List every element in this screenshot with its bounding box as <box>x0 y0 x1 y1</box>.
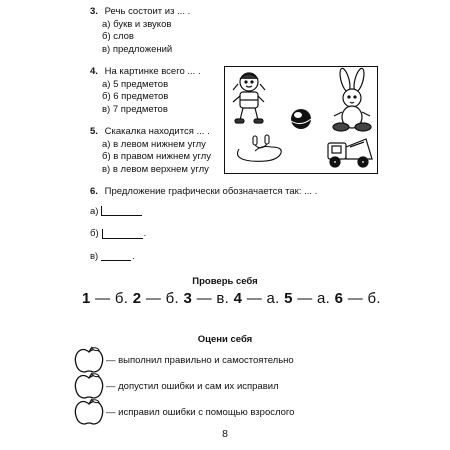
apple-icon <box>74 398 104 426</box>
answer-letter: б. <box>367 290 381 307</box>
doll-icon <box>233 73 265 123</box>
option: в) 7 предметов <box>102 103 168 115</box>
option: а) букв и звуков <box>102 18 172 30</box>
option: б) 6 предметов <box>102 91 169 102</box>
option-label: б) <box>90 228 99 239</box>
answer-number: 5 <box>284 290 293 307</box>
option-label: а) <box>90 205 99 217</box>
self-eval-heading: Оцени себя <box>197 334 253 345</box>
option: в) в левом верхнем углу <box>102 163 209 175</box>
sentence-scheme-c <box>101 260 131 261</box>
sentence-scheme-a-line <box>128 215 142 216</box>
apple-icon <box>74 372 104 400</box>
question-text: Предложение графически обозначается так: ... . <box>104 186 318 197</box>
option-a <box>90 206 317 219</box>
question-3 <box>90 6 190 56</box>
option: в) предложений <box>102 43 173 55</box>
jump-rope-icon <box>238 135 282 161</box>
option-c <box>90 251 317 264</box>
period: . <box>143 228 147 239</box>
dash: — <box>145 290 162 307</box>
dash: — <box>246 290 263 307</box>
dash: — <box>196 290 212 307</box>
answer-number: 4 <box>233 290 243 307</box>
sentence-scheme-b-line <box>129 238 143 239</box>
self-eval-item <box>74 372 279 400</box>
question-number: 4. <box>90 66 98 77</box>
self-eval-text: — допустил ошибки и сам их исправил <box>106 380 279 392</box>
option-label: в) <box>90 250 99 262</box>
dash: — <box>347 290 364 307</box>
self-eval-text: — исправил ошибки с помощью взрослого <box>106 406 295 418</box>
period: . <box>132 250 135 262</box>
option: а) 5 предметов <box>102 78 169 90</box>
answer-letter: б. <box>114 290 129 307</box>
dash: — <box>297 290 313 307</box>
option: б) слов <box>102 31 134 42</box>
dash: — <box>95 290 111 307</box>
question-text: Речь состоит из ... . <box>104 6 191 17</box>
question-number: 6. <box>90 186 98 197</box>
option: а) в левом нижнем углу <box>102 138 206 150</box>
question-number: 5. <box>90 126 98 137</box>
question-6 <box>90 186 317 263</box>
question-5 <box>90 126 211 176</box>
question-text: На картинке всего ... . <box>104 66 201 77</box>
question-text: Скакалка находится ... . <box>104 126 210 137</box>
answer-number: 6 <box>334 290 344 307</box>
self-eval-text: — выполнил правильно и самостоятельно <box>106 354 294 366</box>
sentence-scheme-b <box>102 229 129 239</box>
self-eval-item <box>74 346 294 374</box>
self-eval-item <box>74 398 294 426</box>
answer-letter: а. <box>317 290 331 307</box>
answer-key <box>82 290 381 307</box>
answer-letter: б. <box>165 290 179 307</box>
page-number: 8 <box>222 428 228 440</box>
check-heading: Проверь себя <box>192 276 258 287</box>
answer-number: 3 <box>183 290 193 307</box>
question-number: 3. <box>90 6 98 17</box>
toys-picture <box>224 66 378 174</box>
question-4 <box>90 66 201 116</box>
apple-icon <box>74 346 104 374</box>
ball-icon <box>291 109 311 129</box>
answer-letter: в. <box>216 290 230 307</box>
option: б) в правом нижнем углу <box>102 151 211 162</box>
toy-truck-icon <box>328 139 372 167</box>
option-b <box>90 228 317 241</box>
answer-number: 2 <box>132 290 142 307</box>
rabbit-icon <box>333 67 371 131</box>
answer-number: 1 <box>82 290 91 307</box>
answer-letter: а. <box>266 290 280 307</box>
sentence-scheme-a <box>101 206 128 216</box>
